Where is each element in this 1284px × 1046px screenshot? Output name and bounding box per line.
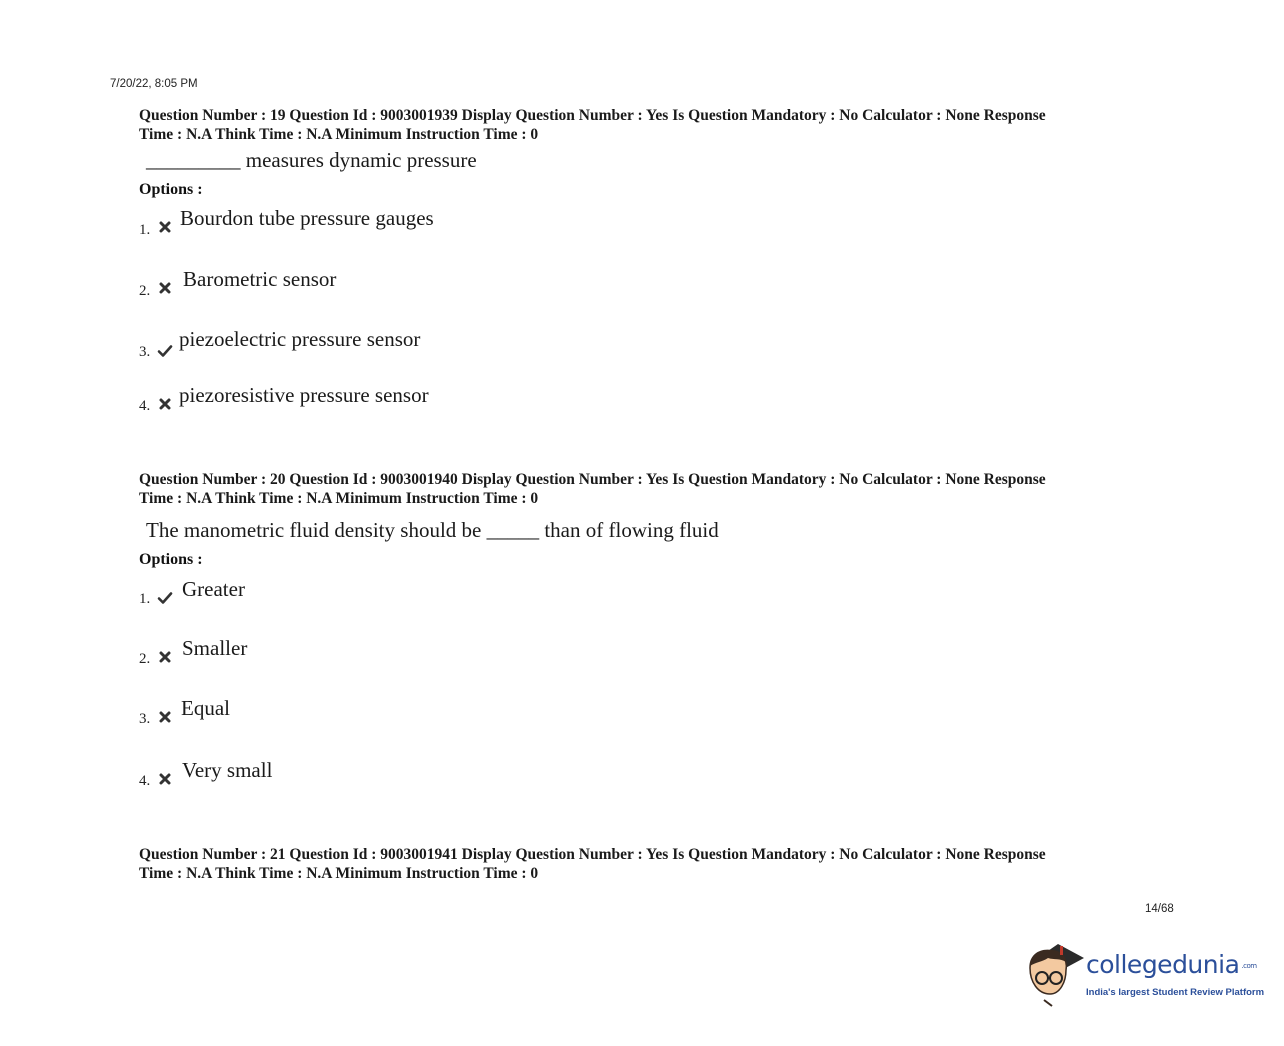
meta-line-1: Question Number : 20 Question Id : 9003001940 Display Question Number : Yes Is Question Mandatory : No Calculator : None Response bbox=[139, 471, 1046, 488]
question-19-text: _________ measures dynamic pressure bbox=[146, 148, 477, 172]
collegedunia-logo bbox=[1024, 938, 1265, 1010]
option-number: 2. bbox=[139, 651, 151, 667]
check-icon bbox=[157, 343, 173, 359]
meta-line-2: Time : N.A Think Time : N.A Minimum Instruction Time : 0 bbox=[139, 126, 539, 143]
options-label: Options : bbox=[139, 181, 203, 198]
brand-tagline: India's largest Student Review Platform bbox=[1086, 987, 1265, 998]
option-number: 4. bbox=[139, 773, 151, 789]
option-number: 4. bbox=[139, 398, 151, 414]
option-text: Greater bbox=[182, 577, 245, 601]
brand-name: collegedunia .com bbox=[1086, 950, 1257, 979]
question-21-meta bbox=[139, 845, 1144, 883]
option-text: Very small bbox=[182, 758, 273, 782]
option-number: 1. bbox=[139, 591, 151, 607]
page-number: 14/68 bbox=[1145, 903, 1174, 915]
cross-icon bbox=[157, 709, 173, 725]
meta-line-2: Time : N.A Think Time : N.A Minimum Instruction Time : 0 bbox=[139, 490, 539, 507]
question-19-meta bbox=[139, 106, 1144, 144]
options-label: Options : bbox=[139, 551, 203, 568]
meta-line-1: Question Number : 19 Question Id : 9003001939 Display Question Number : Yes Is Question Mandatory : No Calculator : None Response bbox=[139, 107, 1046, 124]
option-text: Barometric sensor bbox=[183, 267, 337, 291]
brand-suffix: .com bbox=[1241, 962, 1257, 970]
option-text: Bourdon tube pressure gauges bbox=[180, 206, 434, 230]
cross-icon bbox=[157, 396, 173, 412]
mascot-icon bbox=[1024, 938, 1086, 1010]
option-text: piezoelectric pressure sensor bbox=[179, 327, 421, 351]
meta-line-2: Time : N.A Think Time : N.A Minimum Instruction Time : 0 bbox=[139, 865, 539, 882]
cross-icon bbox=[157, 219, 173, 235]
option-number: 3. bbox=[139, 711, 151, 727]
cross-icon bbox=[157, 649, 173, 665]
option-number: 2. bbox=[139, 283, 151, 299]
option-text: piezoresistive pressure sensor bbox=[179, 383, 429, 407]
option-text: Smaller bbox=[182, 636, 248, 660]
option-number: 3. bbox=[139, 344, 151, 360]
question-20-text: The manometric fluid density should be _____ than of flowing fluid bbox=[146, 518, 719, 542]
option-text: Equal bbox=[181, 696, 230, 720]
print-timestamp: 7/20/22, 8:05 PM bbox=[110, 78, 198, 90]
cross-icon bbox=[157, 280, 173, 296]
check-icon bbox=[157, 590, 173, 606]
option-number: 1. bbox=[139, 222, 151, 238]
cross-icon bbox=[157, 771, 173, 787]
question-20-meta bbox=[139, 470, 1144, 508]
meta-line-1: Question Number : 21 Question Id : 9003001941 Display Question Number : Yes Is Question Mandatory : No Calculator : None Response bbox=[139, 846, 1046, 863]
